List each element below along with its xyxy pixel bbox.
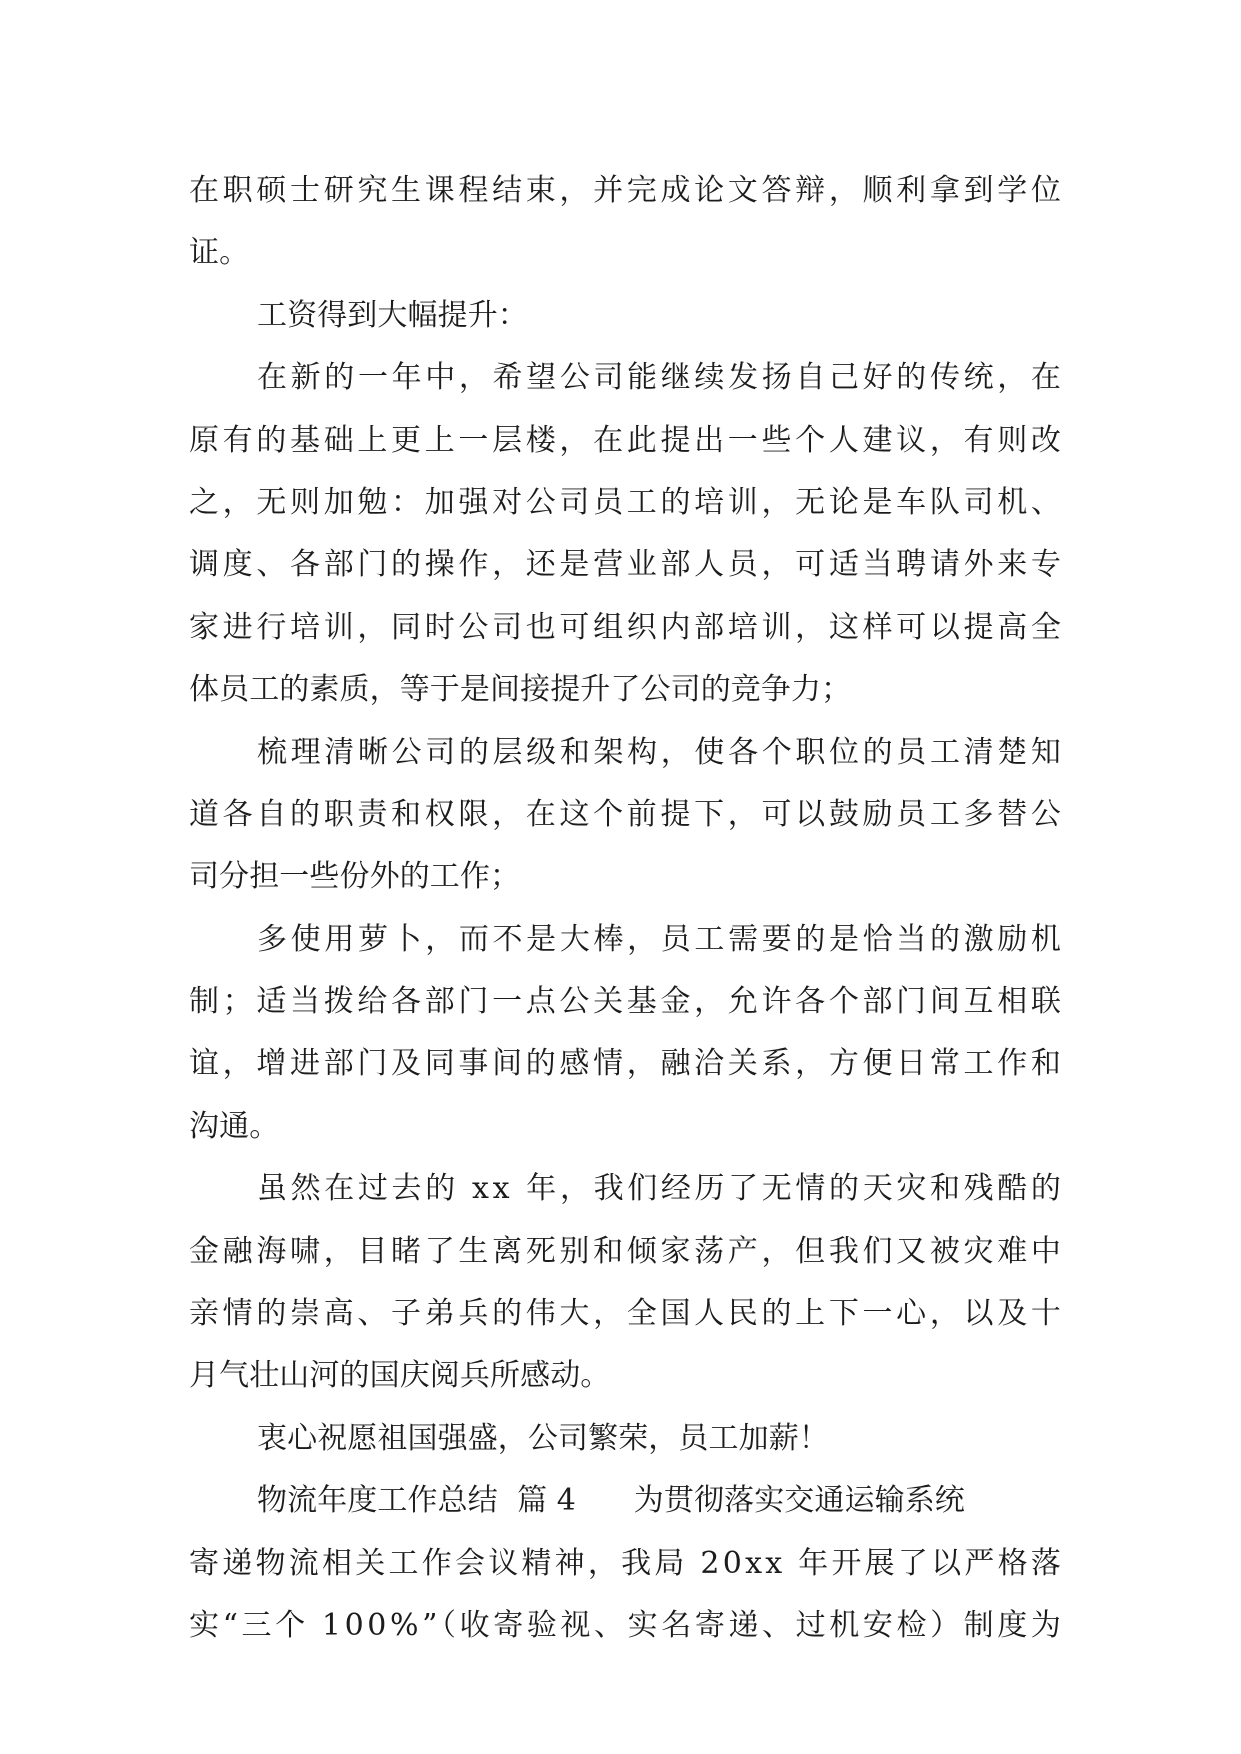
text-line: 虽然在过去的 xx 年，我们经历了无情的天灾和残酷的	[257, 1171, 1065, 1207]
text-line: 原有的基础上更上一层楼，在此提出一些个人建议，有则改	[189, 422, 1065, 458]
text-line: 在职硕士研究生课程结束，并完成论文答辩，顺利拿到学位	[189, 173, 1065, 208]
text-line: 之，无则加勉：加强对公司员工的培训，无论是车队司机、	[189, 484, 1065, 520]
text-line: 工资得到大幅提升：	[257, 297, 528, 333]
text-line: 寄递物流相关工作会议精神，我局 20xx 年开展了以严格落	[189, 1545, 1065, 1581]
document-body	[189, 160, 1065, 1657]
text-line: 金融海啸，目睹了生离死别和倾家荡产，但我们又被灾难中	[189, 1233, 1065, 1269]
text-line: 证。	[189, 235, 250, 271]
text-line: 调度、各部门的操作，还是营业部人员，可适当聘请外来专	[189, 547, 1065, 583]
text-line: 在新的一年中，希望公司能继续发扬自己好的传统，在	[257, 360, 1065, 396]
text-line: 司分担一些份外的工作；	[189, 859, 521, 895]
text-line: 亲情的崇高、子弟兵的伟大，全国人民的上下一心，以及十	[189, 1296, 1065, 1332]
text-line: 多使用萝卜，而不是大棒，员工需要的是恰当的激励机	[257, 921, 1065, 957]
text-line: 物流年度工作总结 篇 4 为贯彻落实交通运输系统	[257, 1483, 965, 1519]
text-line: 实“三个 100%”（收寄验视、实名寄递、过机安检）制度为	[189, 1607, 1065, 1643]
text-line: 沟通。	[189, 1108, 280, 1144]
text-line: 梳理清晰公司的层级和架构，使各个职位的员工清楚知	[257, 734, 1065, 770]
text-line: 月气壮山河的国庆阅兵所感动。	[189, 1358, 611, 1394]
text-line: 体员工的素质，等于是间接提升了公司的竞争力；	[189, 672, 852, 708]
text-line: 衷心祝愿祖国强盛，公司繁荣，员工加薪！	[257, 1420, 829, 1456]
text-line: 谊，增进部门及同事间的感情，融洽关系，方便日常工作和	[189, 1046, 1065, 1082]
text-line: 家进行培训，同时公司也可组织内部培训，这样可以提高全	[189, 609, 1065, 645]
text-line: 道各自的职责和权限，在这个前提下，可以鼓励员工多替公	[189, 796, 1065, 832]
text-line: 制；适当拨给各部门一点公关基金，允许各个部门间互相联	[189, 984, 1065, 1020]
